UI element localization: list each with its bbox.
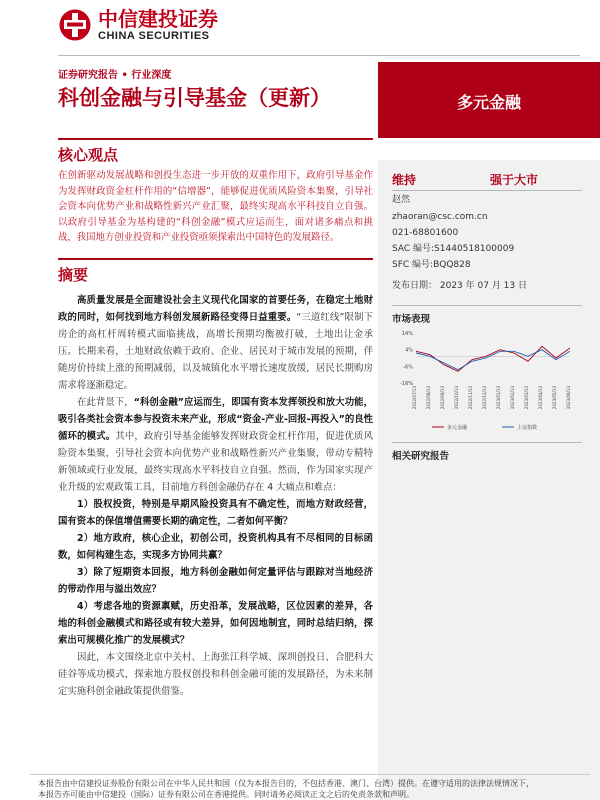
analyst-phone: 021-68801600: [392, 228, 459, 238]
y-tick-label: -16%: [400, 381, 413, 387]
y-tick-label: -6%: [403, 364, 413, 371]
summary-point: [58, 598, 373, 649]
footer-divider: [30, 774, 590, 775]
core-view-heading: 核心观点: [58, 146, 119, 164]
summary-p2-bold: “科创金融”应运而生，即国有资本发挥领投和放大功能，吸引各类社会资本参与投资未来产业，形成“资金-产业-回报-再投入”的良性循环的模式。: [58, 397, 373, 442]
brand-name-en: CHINA SECURITIES: [98, 30, 210, 42]
summary-p2-intro: 在此背景下，: [77, 397, 134, 408]
x-tick-label: 2022/08/13: [426, 386, 431, 410]
rating-value: 强于大市: [490, 173, 539, 187]
report-title: 科创金融与引导基金（更新）: [58, 86, 331, 110]
legend-label: 上证指数: [517, 425, 538, 431]
summary-point-4: 4）考虑各地的资源禀赋，历史沿革，发展战略，区位因素的差异，各地的科创金融模式和路径或有较大差异，如何因地制宜，同时总结归纳，探索出可规模化推广的发展模式？: [58, 601, 373, 646]
publish-date: 发布日期： 2023 年 07 月 13 日: [392, 281, 527, 291]
section-divider: [58, 258, 373, 260]
analyst-name: 赵然: [392, 195, 411, 205]
analyst-email[interactable]: zhaoran@csc.com.cn: [392, 212, 488, 222]
x-tick-label: 2023/06/13: [566, 386, 571, 410]
company-logo-icon: [58, 8, 92, 42]
summary-point: [58, 530, 373, 564]
sidebar-divider: [392, 442, 582, 443]
x-tick-label: 2023/01/13: [496, 386, 501, 410]
sector-banner: [378, 62, 600, 138]
legend-label: 多元金融: [447, 425, 468, 431]
summary-p1-bold: 高质量发展是全面建设社会主义现代化国家的首要任务，在稳定土地财政的同时，如何找到地方科创发展新路径变得日益重要。: [58, 295, 373, 323]
sidebar-divider: [392, 305, 582, 306]
x-tick-label: 2023/02/13: [510, 386, 515, 410]
summary-heading: 摘要: [58, 266, 89, 284]
brand-name-cn: 中信建投证券: [98, 7, 218, 31]
related-reports-heading: 相关研究报告: [392, 451, 450, 462]
header-divider: [58, 55, 580, 56]
x-tick-label: 2023/04/13: [538, 386, 543, 410]
summary-point: [58, 564, 373, 598]
sector-label: 多元金融: [456, 93, 521, 112]
summary-point: [58, 496, 373, 530]
summary-p2-rest: 其中，政府引导基金能够发挥财政资金杠杆作用，促进优质风险资本集聚，引导社会资本向优势产业和战略性新兴产业集聚，带动专精特新领域或行业发展，最终实现高水平科技自立自强。然而，作为国家实现产业升级的宏观政策工具，目前地方科创金融仍存在 4 大痛点和难点：: [58, 431, 373, 493]
x-tick-label: 2023/05/13: [552, 386, 557, 410]
x-tick-label: 2022/09/13: [440, 386, 445, 410]
summary-paragraph: [58, 649, 373, 700]
x-tick-label: 2022/07/13: [412, 386, 417, 410]
y-tick-label: 14%: [401, 331, 413, 337]
footer-line-1: 本报告由中信建投证券股份有限公司在中华人民共和国（仅为本报告目的，不包括香港、澳门、台湾）提供。在遵守适用的法律法规情况下，: [38, 779, 534, 788]
market-performance-heading: 市场表现: [392, 314, 431, 325]
footer-disclaimer: [38, 778, 590, 800]
analyst-sfc: SFC 编号:BQQ828: [392, 260, 471, 270]
x-tick-label: 2022/10/13: [454, 386, 459, 410]
core-view-text: 在创新驱动发展战略和创投生态进一步开放的双重作用下，政府引导基金作为发挥财政资金杠杆作用的“信增器”，能够促进优质风险资本集聚，引导社会资本向优势产业和战略性新兴产业汇聚，最终实现高水平科技自立自强。以政府引导基金为基构建的“科创金融”模式应运而生，面对诸多痛点和挑战，我国地方创业投资和产业投资亟须探索出中国特色的发展路径。: [58, 170, 373, 244]
summary-body: [58, 292, 373, 700]
rating-label: 维持: [392, 173, 417, 187]
x-tick-label: 2022/11/13: [468, 386, 473, 410]
summary-paragraph: [58, 394, 373, 496]
summary-paragraph: [58, 292, 373, 394]
company-logo: [58, 8, 218, 42]
summary-point-2: 2）地方政府，核心企业，初创公司，投资机构具有不尽相同的目标函数，如何构建生态，实现多方协同共赢？: [58, 533, 373, 561]
x-tick-label: 2022/12/13: [482, 386, 487, 410]
y-tick-label: 4%: [405, 347, 413, 354]
sidebar-panel: [378, 160, 600, 800]
sidebar-divider: [392, 190, 582, 191]
section-divider: [58, 138, 373, 140]
x-tick-label: 2023/03/13: [524, 386, 529, 410]
summary-p1-rest: “三道红线”限制下房企的高杠杆周转模式面临挑战，高增长预期均衡被打破，土地出让金承压。长期来看，土地财政依赖于政府、企业、居民对于城市发展的预期，伴随房价持续上涨的预期减弱，以及城镇化水平增长速度放缓，居民长期购房需求将逐渐稳定。: [58, 312, 373, 391]
summary-p3: 因此，本文围绕北京中关村、上海张江科学城、深圳创投日、合肥科大硅谷等成功模式，探索地方股权创投和科创金融可能的发展路径，为未来制定实施科创金融政策提供借鉴。: [58, 652, 373, 697]
report-type: 证券研究报告 • 行业深度: [58, 70, 172, 81]
series-line: [416, 346, 570, 371]
summary-point-1: 1）股权投资，特别是早期风险投资具有不确定性，而地方财政经营，国有资本的保值增值需要长期的确定性，二者如何平衡？: [58, 499, 373, 527]
analyst-sac: SAC 编号:S1440518100009: [392, 244, 515, 254]
summary-point-3: 3）除了短期资本回报，地方科创金融如何定量评估与跟踪对当地经济的带动作用与溢出效应？: [58, 567, 373, 595]
footer-line-2: 本报告亦可能由中信建投（国际）证券有限公司在香港提供。同时请务必阅读正文之后的免责条款和声明。: [38, 790, 414, 799]
market-performance-chart: [392, 327, 582, 437]
